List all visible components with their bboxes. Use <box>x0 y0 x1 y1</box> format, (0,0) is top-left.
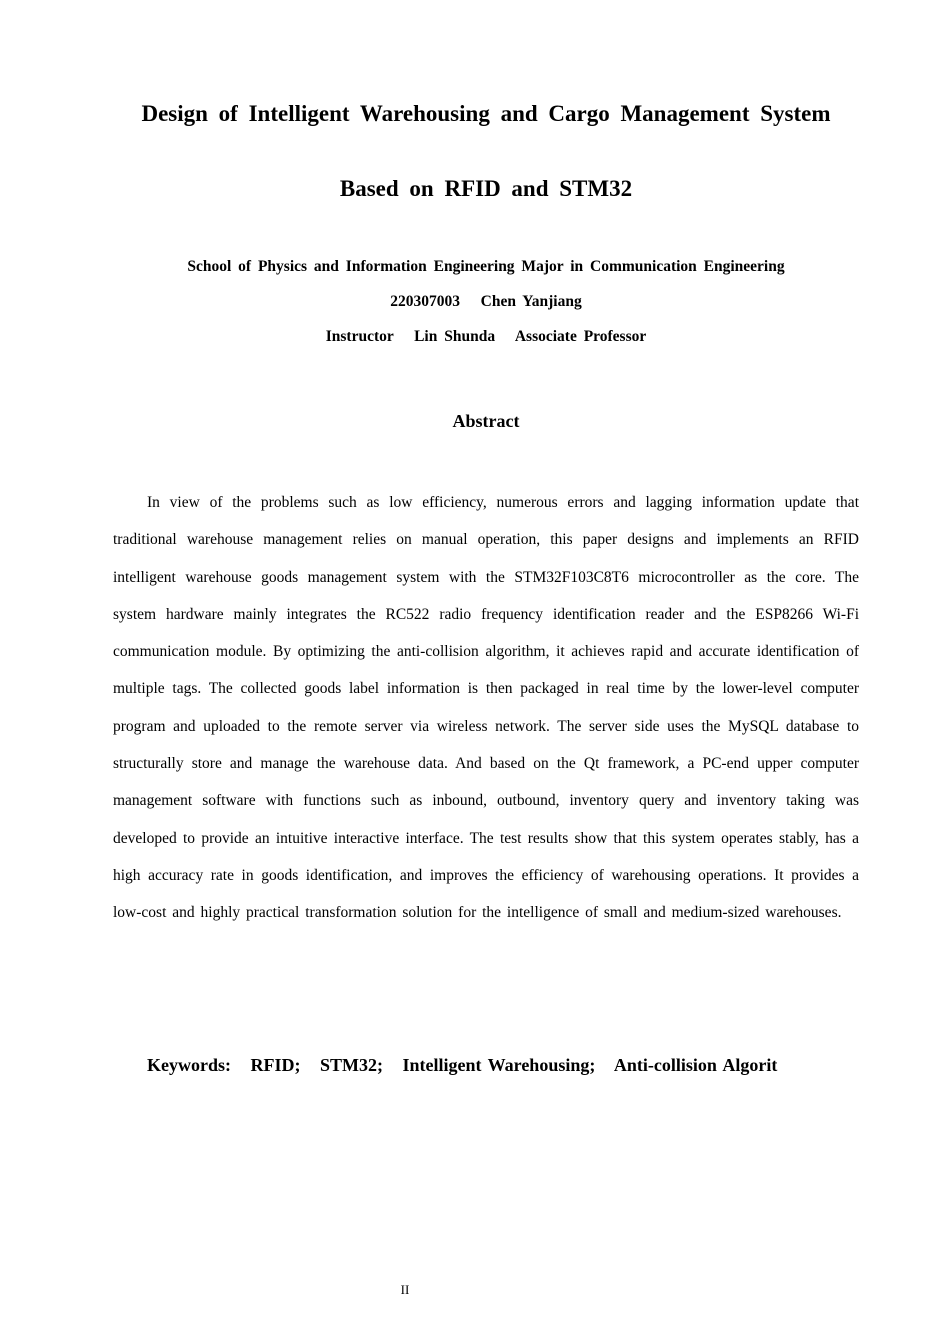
abstract-heading: Abstract <box>452 411 520 431</box>
abstract-body: In view of the problems such as low efficiency, numerous errors and lagging information update that traditional warehouse management relies on manual operation, this paper designs and implements an RFID intelligent warehouse goods management system with the STM32F103C8T6 microcontroller as the core. The system hardware mainly integrates the RC522 radio frequency identification reader and the ESP8266 Wi-Fi communication module. By optimizing the anti-collision algorithm, it achieves rapid and accurate identification of multiple tags. The collected goods label information is then packaged in real time by the lower-level computer program and uploaded to the remote server via wireless network. The server side uses the MySQL database to structurally store and manage the warehouse data. And based on the Qt framework, a PC-end upper computer management software with functions such as inbound, outbound, inventory query and inventory taking was developed to provide an intuitive interactive interface. The test results show that this system operates stably, has a high accuracy rate in goods identification, and improves the efficiency of warehousing operations. It provides a low-cost and highly practical transformation solution for the intelligence of small and medium-sized warehouses. <box>113 494 859 922</box>
title-line-1: Design of Intelligent Warehousing and Cargo Management System <box>141 101 831 126</box>
keywords: Keywords: RFID; STM32; Intelligent Warehousing; Anti-collision Algorit <box>147 1055 778 1075</box>
school-major: School of Physics and Information Engineering Major in Communication Engineering <box>187 258 785 275</box>
page-number: II <box>400 1282 410 1297</box>
title-line-2: Based on RFID and STM32 <box>339 176 633 201</box>
student-id-name: 220307003 Chen Yanjiang <box>390 293 582 310</box>
instructor: Instructor Lin Shunda Associate Professor <box>325 328 647 345</box>
